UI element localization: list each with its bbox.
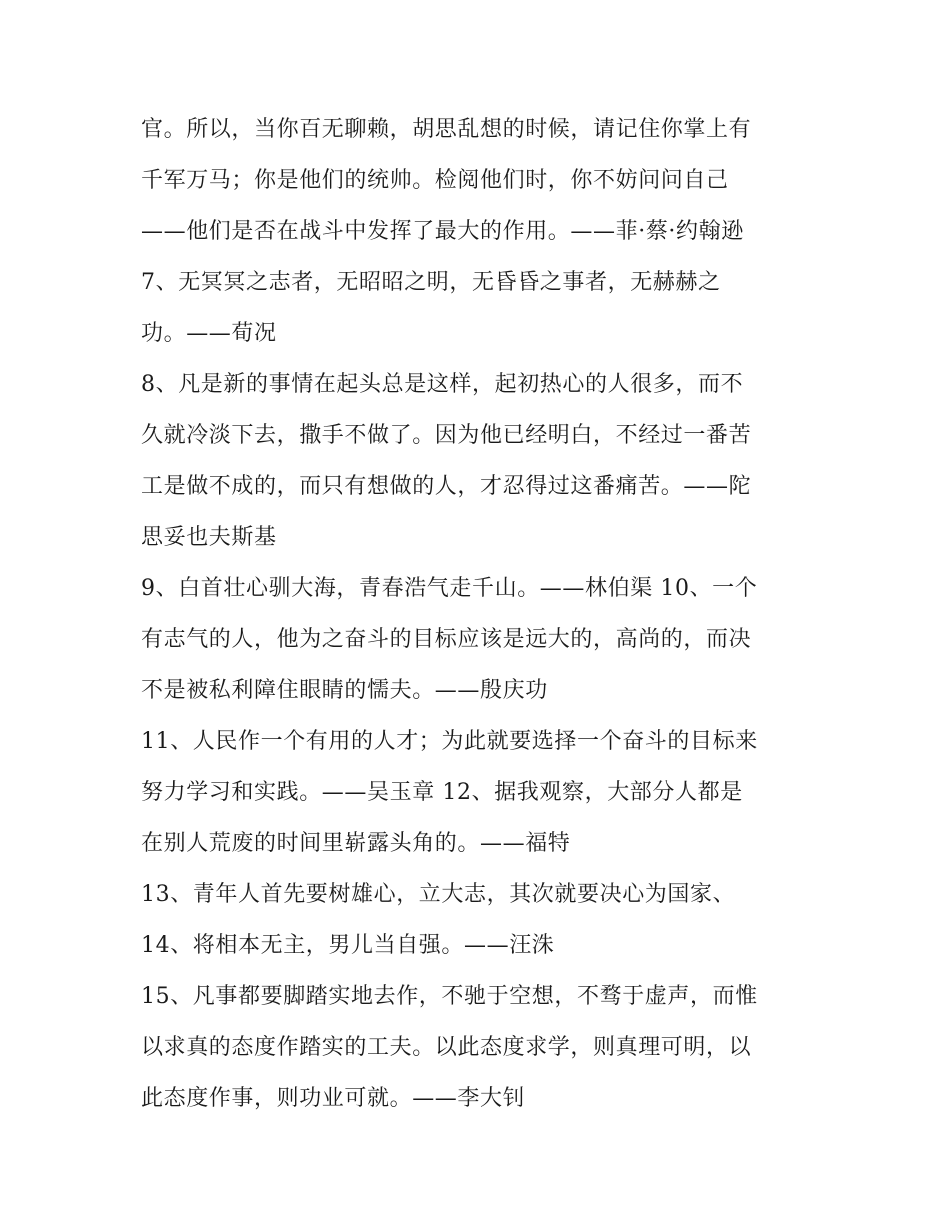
text-line: 千军万马；你是他们的统帅。检阅他们时，你不妨问问自己: [141, 168, 729, 193]
text-line: 14、将相本无主，男儿当自强。——汪洙: [141, 933, 555, 958]
text-line: 7、无冥冥之志者，无昭昭之明，无昏昏之事者，无赫赫之: [141, 270, 721, 295]
text-line: 不是被私利障住眼睛的懦夫。——殷庆功: [141, 678, 548, 703]
text-line: 官。所以，当你百无聊赖，胡思乱想的时候，请记住你掌上有: [141, 117, 752, 142]
text-line: 9、白首壮心驯大海，青春浩气走千山。——林伯渠 10、一个: [141, 576, 758, 601]
text-line: 思妥也夫斯基: [141, 525, 277, 550]
text-line: 努力学习和实践。——吴玉章 12、据我观察，大部分人都是: [141, 780, 743, 805]
text-line: 以求真的态度作踏实的工夫。以此态度求学，则真理可明，以: [141, 1035, 752, 1060]
text-line: 此态度作事，则功业可就。——李大钊: [141, 1086, 526, 1111]
quote-text-block: [141, 104, 821, 1124]
text-line: 有志气的人，他为之奋斗的目标应该是远大的，高尚的，而决: [141, 627, 752, 652]
text-line: 久就冷淡下去，撒手不做了。因为他已经明白，不经过一番苦: [141, 423, 752, 448]
text-line: ——他们是否在战斗中发挥了最大的作用。——菲·蔡·约翰逊: [141, 219, 744, 244]
text-line: 15、凡事都要脚踏实地去作，不驰于空想，不骛于虚声，而惟: [141, 984, 758, 1009]
text-line: 8、凡是新的事情在起头总是这样，起初热心的人很多，而不: [141, 372, 744, 397]
text-line: 13、青年人首先要树雄心，立大志，其次就要决心为国家、: [141, 882, 736, 907]
text-line: 工是做不成的，而只有想做的人，才忍得过这番痛苦。——陀: [141, 474, 752, 499]
text-line: 11、人民作一个有用的人才；为此就要选择一个奋斗的目标来: [141, 729, 758, 754]
text-line: 在别人荒废的时间里崭露头角的。——福特: [141, 831, 571, 856]
text-line: 功。——荀况: [141, 321, 277, 346]
